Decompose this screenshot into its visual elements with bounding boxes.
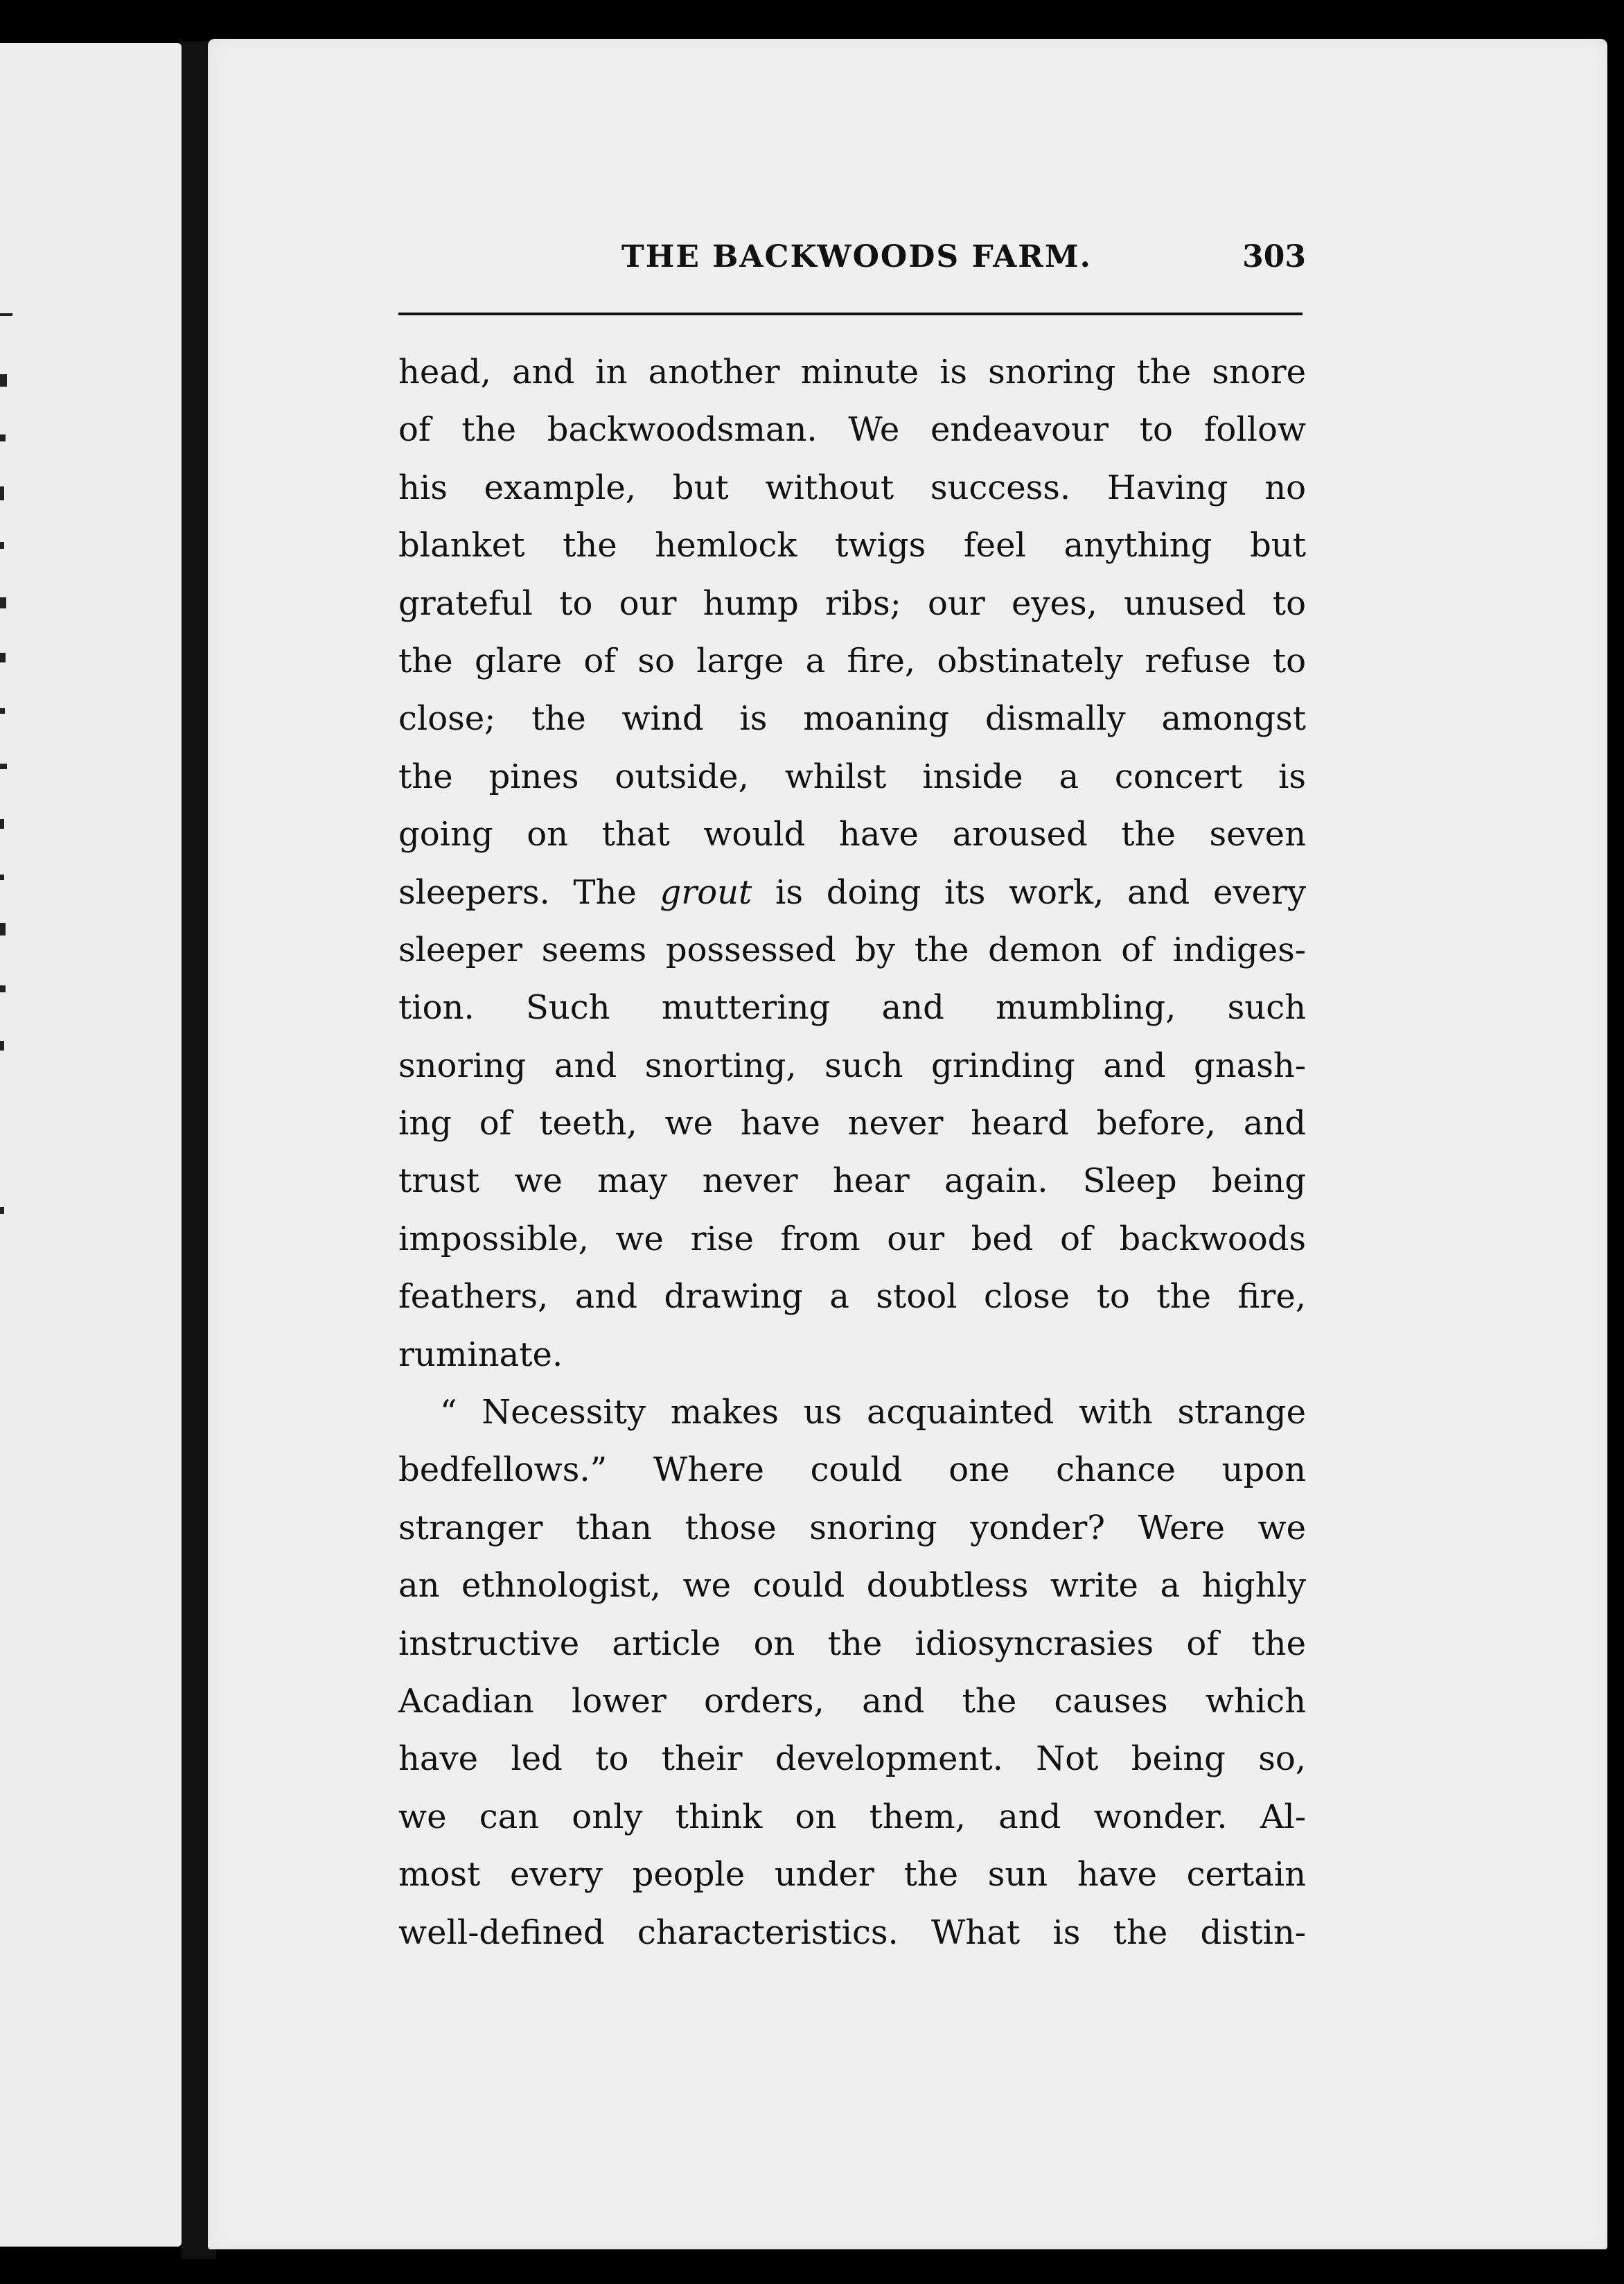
text-line: snoring and snorting, such grinding and gnash- — [398, 1046, 1306, 1085]
text-line: we can only think on them, and wonder. Al- — [398, 1797, 1306, 1836]
italic-word: grout — [660, 872, 752, 912]
text-line: ruminate. — [398, 1335, 563, 1374]
text-line: blanket the hemlock twigs feel anything but — [398, 526, 1306, 565]
running-title: THE BACKWOODS FARM. — [621, 239, 1092, 274]
text-segment: is doing its work, and every — [752, 872, 1306, 912]
text-line: Acadian lower orders, and the causes which — [398, 1681, 1306, 1721]
text-line: head, and in another minute is snoring the snore — [398, 353, 1306, 392]
text-line: bedfellows.” Where could one chance upon — [398, 1450, 1306, 1490]
text-line: of the backwoodsman. We endeavour to follow — [398, 410, 1306, 450]
text-line: an ethnologist, we could doubtless write a highly — [398, 1566, 1306, 1606]
facing-page-text-fragments — [0, 43, 28, 2247]
text-line: the pines outside, whilst inside a concert is — [398, 757, 1306, 796]
text-line: the glare of so large a fire, obstinately refuse to — [398, 641, 1306, 680]
paragraph-1 — [398, 344, 1306, 1384]
text-line: tion. Such muttering and mumbling, such — [398, 988, 1306, 1028]
text-line: have led to their development. Not being so, — [398, 1739, 1306, 1779]
text-line: instructive article on the idiosyncrasies of the — [398, 1624, 1306, 1663]
text-line: impossible, we rise from our bed of backwoods — [398, 1219, 1306, 1258]
text-segment: sleepers. The — [398, 872, 660, 912]
text-line: close; the wind is moaning dismally amongst — [398, 699, 1306, 739]
body-text — [398, 344, 1306, 1962]
text-line: feathers, and drawing a stool close to the fire, — [398, 1277, 1306, 1317]
page-number: 303 — [1242, 239, 1306, 274]
text-line: “ Necessity makes us acquainted with strange — [440, 1393, 1306, 1432]
facing-page-edge — [0, 43, 182, 2247]
text-line: trust we may never hear again. Sleep being — [398, 1161, 1306, 1201]
text-line: grateful to our hump ribs; our eyes, unused to — [398, 583, 1306, 623]
text-line: stranger than those snoring yonder? Were we — [398, 1508, 1306, 1547]
text-line: sleeper seems possessed by the demon of indiges- — [398, 930, 1306, 969]
text-line: well-defined characteristics. What is the distin- — [398, 1913, 1306, 1952]
text-line: going on that would have aroused the seven — [398, 815, 1306, 854]
page-header — [398, 239, 1306, 283]
paragraph-2 — [398, 1384, 1306, 1962]
text-line: ing of teeth, we have never heard before, and — [398, 1104, 1306, 1143]
text-line-with-italic — [398, 864, 1306, 922]
text-line: most every people under the sun have certain — [398, 1855, 1306, 1895]
text-line: his example, but without success. Having no — [398, 468, 1306, 507]
header-rule — [398, 313, 1303, 315]
